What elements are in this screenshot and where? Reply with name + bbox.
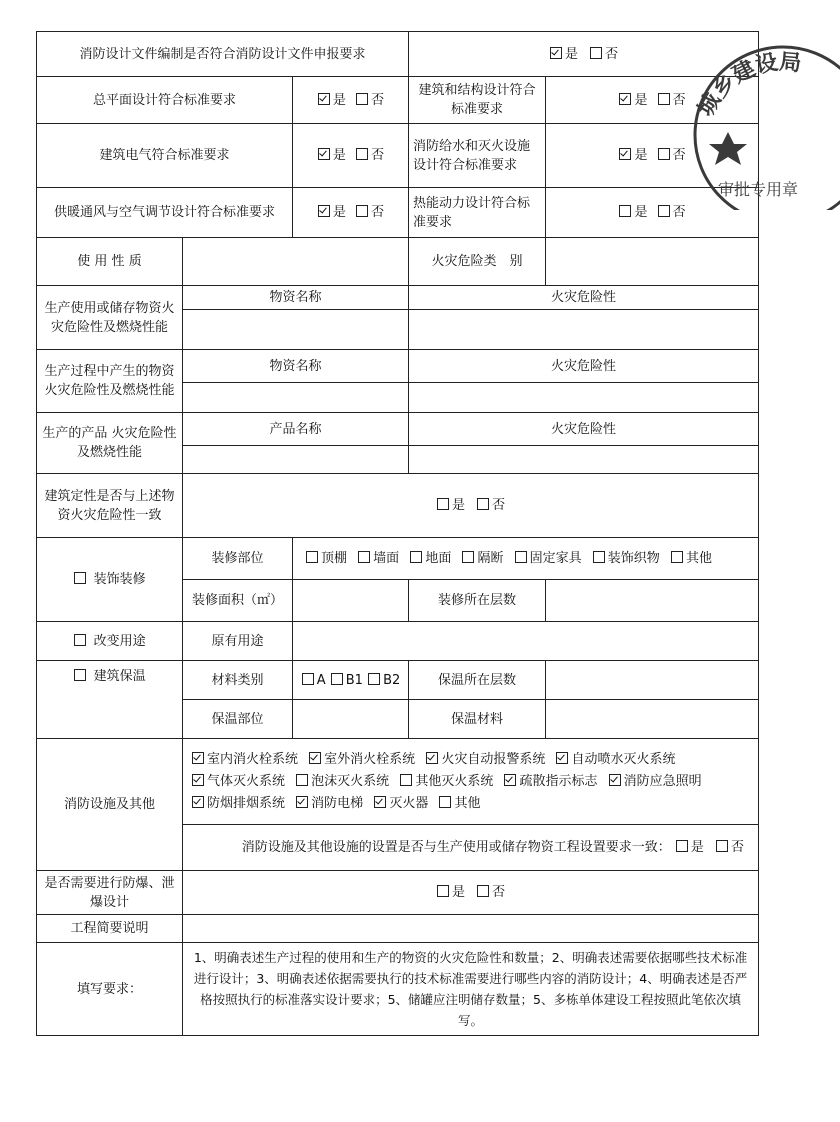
option-label: 消防电梯 <box>311 795 364 811</box>
check-choice-electrical <box>293 124 409 188</box>
option-label: 隔断 <box>477 551 504 566</box>
yes-label: 是 <box>451 498 465 513</box>
no-label: 否 <box>371 205 385 220</box>
decoration-part-label: 装修部位 <box>183 538 293 580</box>
check-choice-layout <box>293 77 409 124</box>
check-layout-no-checkbox[interactable] <box>356 93 368 105</box>
decoration-part-partition-checkbox[interactable] <box>462 551 474 563</box>
change-use-label: 改变用途 <box>93 633 146 649</box>
insulation-material-label: 保温材料 <box>409 700 546 739</box>
decoration-part-floor[interactable] <box>409 551 451 566</box>
option-label: 火灾自动报警系统 <box>441 751 546 767</box>
process-name-value[interactable] <box>183 383 409 413</box>
no-label: 否 <box>492 885 506 900</box>
facility-checkbox[interactable] <box>309 752 321 764</box>
option-label: 消防应急照明 <box>623 773 702 789</box>
original-use-value[interactable] <box>293 622 759 661</box>
products-col-name: 产品名称 <box>183 413 409 446</box>
option-label: 其他灭火系统 <box>415 773 494 789</box>
facilities-options <box>183 739 759 825</box>
brief-label: 工程简要说明 <box>37 915 183 943</box>
option-label: 泡沫灭火系统 <box>311 773 390 789</box>
option-label: 气体灭火系统 <box>207 773 286 789</box>
no-label: 否 <box>672 92 686 108</box>
yes-label: 是 <box>332 205 346 220</box>
storage-name-value[interactable] <box>183 310 409 350</box>
storage-materials-label: 生产使用或储存物资火灾危险性及燃烧性能 <box>37 286 183 350</box>
grade-b2-checkbox[interactable] <box>368 673 380 685</box>
decoration-area-label: 装修面积（㎡） <box>183 580 293 622</box>
option-label: 其他 <box>685 551 712 566</box>
insulation-floors-value[interactable] <box>546 661 759 700</box>
yes-label: 是 <box>332 148 346 163</box>
facility-checkbox[interactable] <box>296 796 308 808</box>
use-nature-label: 使 用 性 质 <box>37 238 183 286</box>
fire-design-review-form <box>36 31 759 1036</box>
check-water-yes-checkbox[interactable] <box>619 148 631 160</box>
facility-option[interactable] <box>438 796 480 811</box>
facility-option[interactable] <box>608 774 702 789</box>
check-electrical-no-checkbox[interactable] <box>356 148 368 160</box>
facility-option[interactable] <box>295 774 389 789</box>
summary-yes-checkbox[interactable] <box>550 47 562 59</box>
option-label: 装饰织物 <box>607 551 660 566</box>
decoration-part-wall[interactable] <box>357 551 399 566</box>
process-col-name: 物资名称 <box>183 350 409 383</box>
decoration-area-value[interactable] <box>293 580 409 622</box>
check-label-electrical: 建筑电气符合标准要求 <box>37 124 293 188</box>
decoration-part-partition[interactable] <box>461 551 503 566</box>
grade-a-checkbox[interactable] <box>302 673 314 685</box>
insulation-floors-label: 保温所在层数 <box>409 661 546 700</box>
consistency-label: 建筑定性是否与上述物资火灾危险性一致 <box>37 474 183 538</box>
insulation-label-cell <box>37 661 183 739</box>
facility-option[interactable] <box>503 774 597 789</box>
yes-label: 是 <box>634 205 648 220</box>
explosion-label: 是否需要进行防爆、泄爆设计 <box>37 871 183 915</box>
decoration-part-floor-checkbox[interactable] <box>410 551 422 563</box>
insulation-grades <box>293 661 409 700</box>
decoration-label-cell <box>37 538 183 622</box>
no-label: 否 <box>605 46 619 62</box>
facilities-consistency <box>183 825 759 871</box>
check-label-layout: 总平面设计符合标准要求 <box>37 77 293 124</box>
option-label: 其他 <box>454 795 481 811</box>
decoration-part-ceiling-checkbox[interactable] <box>306 551 318 563</box>
facility-option[interactable] <box>191 752 298 767</box>
check-label-hvac: 供暖通风与空气调节设计符合标准要求 <box>37 188 293 238</box>
facility-checkbox[interactable] <box>374 796 386 808</box>
no-label: 否 <box>371 92 385 108</box>
option-label: 顶棚 <box>321 551 348 566</box>
requirements-label: 填写要求： <box>37 943 183 1036</box>
facility-option[interactable] <box>373 796 428 811</box>
products-col-risk: 火灾危险性 <box>409 413 759 446</box>
decoration-label: 装饰装修 <box>93 572 146 587</box>
change-use-checkbox[interactable] <box>74 634 86 646</box>
storage-risk-value[interactable] <box>409 310 759 350</box>
storage-col-name: 物资名称 <box>183 286 409 310</box>
seal-bottom-text: 审批专用章 <box>718 180 799 199</box>
option-label: 固定家具 <box>529 551 582 566</box>
decoration-part-other-checkbox[interactable] <box>671 551 683 563</box>
decoration-floors-label: 装修所在层数 <box>409 580 546 622</box>
option-label: 室外消火栓系统 <box>324 751 416 767</box>
decoration-part-ceiling[interactable] <box>305 551 347 566</box>
no-label: 否 <box>371 148 385 163</box>
products-label: 生产的产品 火灾危险性及燃烧性能 <box>37 413 183 474</box>
explosion-choice <box>183 871 759 915</box>
insulation-checkbox[interactable] <box>74 669 86 681</box>
check-layout-yes-checkbox[interactable] <box>318 93 330 105</box>
summary-no-checkbox[interactable] <box>590 47 602 59</box>
option-label: 地面 <box>425 551 452 566</box>
brief-value[interactable] <box>183 915 759 943</box>
check-label-water: 消防给水和灭火设施设计符合标准要求 <box>409 124 546 188</box>
no-label: 否 <box>731 840 745 855</box>
facility-option[interactable] <box>555 752 675 767</box>
yes-label: 是 <box>451 885 465 900</box>
change-use-label-cell <box>37 622 183 661</box>
facility-checkbox[interactable] <box>426 752 438 764</box>
requirements-text: 1、明确表述生产过程的使用和生产的物资的火灾危险性和数量；2、明确表述需要依据哪些技术标准进行设计；3、明确表述依据需要执行的技术标准需要进行哪些内容的消防设计；4、明确表述是否严格按照执行的标准落实设计要求；5、储罐应注明储存数量；5、多栋单体建设工程按照此笔依次填写。 <box>183 943 759 1036</box>
process-risk-value[interactable] <box>409 383 759 413</box>
grade-b1-label: B1 <box>345 672 363 688</box>
check-label-thermal: 热能动力设计符合标准要求 <box>409 188 546 238</box>
fire-risk-class-value[interactable] <box>546 238 759 286</box>
seal-arc-text: 城乡建设局 <box>693 49 803 121</box>
explosion-yes-checkbox[interactable] <box>437 885 449 897</box>
insulation-label: 建筑保温 <box>93 669 146 684</box>
decoration-part-wall-checkbox[interactable] <box>358 551 370 563</box>
insulation-part-value[interactable] <box>293 700 409 739</box>
yes-label: 是 <box>332 92 346 108</box>
facility-option[interactable] <box>191 796 285 811</box>
facility-checkbox[interactable] <box>609 774 621 786</box>
decoration-part-other[interactable] <box>670 551 712 566</box>
option-label: 灭火器 <box>389 795 429 811</box>
check-electrical-yes-checkbox[interactable] <box>318 148 330 160</box>
facility-option[interactable] <box>191 774 285 789</box>
check-water-no-checkbox[interactable] <box>658 148 670 160</box>
yes-label: 是 <box>634 148 648 163</box>
facility-checkbox[interactable] <box>296 774 308 786</box>
decoration-checkbox[interactable] <box>74 572 86 584</box>
facility-checkbox[interactable] <box>556 752 568 764</box>
no-label: 否 <box>672 205 686 220</box>
explosion-no-checkbox[interactable] <box>477 885 489 897</box>
insulation-material-value[interactable] <box>546 700 759 739</box>
facility-option[interactable] <box>399 774 493 789</box>
yes-label: 是 <box>634 92 648 108</box>
fire-risk-class-label: 火灾危险类 别 <box>409 238 546 286</box>
decoration-part-furniture-checkbox[interactable] <box>515 551 527 563</box>
facilities-label: 消防设施及其他 <box>37 739 183 871</box>
no-label: 否 <box>672 148 686 163</box>
original-use-label: 原有用途 <box>183 622 293 661</box>
facility-checkbox[interactable] <box>192 774 204 786</box>
grade-b1-checkbox[interactable] <box>331 673 343 685</box>
check-structure-no-checkbox[interactable] <box>658 93 670 105</box>
decoration-floors-value[interactable] <box>546 580 759 622</box>
facility-option[interactable] <box>308 752 415 767</box>
insulation-part-label: 保温部位 <box>183 700 293 739</box>
check-hvac-no-checkbox[interactable] <box>356 205 368 217</box>
check-thermal-no-checkbox[interactable] <box>658 205 670 217</box>
grade-a-label: A <box>316 672 326 688</box>
decoration-part-furniture[interactable] <box>514 551 582 566</box>
process-materials-label: 生产过程中产生的物资火灾危险性及燃烧性能 <box>37 350 183 413</box>
grade-b2-label: B2 <box>383 672 401 688</box>
facilities-consistency-no-checkbox[interactable] <box>716 840 728 852</box>
consistency-choice <box>183 474 759 538</box>
facility-checkbox[interactable] <box>439 796 451 808</box>
facility-checkbox[interactable] <box>400 774 412 786</box>
check-structure-yes-checkbox[interactable] <box>619 93 631 105</box>
check-thermal-yes-checkbox[interactable] <box>619 205 631 217</box>
check-label-structure: 建筑和结构设计符合标准要求 <box>409 77 546 124</box>
yes-label: 是 <box>564 46 578 62</box>
facility-checkbox[interactable] <box>504 774 516 786</box>
option-label: 自动喷水灭火系统 <box>571 751 676 767</box>
insulation-type-label: 材料类别 <box>183 661 293 700</box>
decoration-part-fabric[interactable] <box>592 551 660 566</box>
option-label: 墙面 <box>373 551 400 566</box>
products-risk-value[interactable] <box>409 446 759 474</box>
option-label: 室内消火栓系统 <box>207 751 299 767</box>
facility-checkbox[interactable] <box>192 796 204 808</box>
summary-choice <box>409 32 759 77</box>
facility-option[interactable] <box>295 796 363 811</box>
products-name-value[interactable] <box>183 446 409 474</box>
option-label: 防烟排烟系统 <box>207 795 286 811</box>
check-choice-water <box>546 124 759 188</box>
check-hvac-yes-checkbox[interactable] <box>318 205 330 217</box>
no-label: 否 <box>492 498 506 513</box>
facility-checkbox[interactable] <box>192 752 204 764</box>
facilities-consistency-yes-checkbox[interactable] <box>676 840 688 852</box>
decoration-parts <box>293 538 759 580</box>
use-nature-value[interactable] <box>183 238 409 286</box>
summary-label: 消防设计文件编制是否符合消防设计文件申报要求 <box>37 32 409 77</box>
check-choice-structure <box>546 77 759 124</box>
process-col-risk: 火灾危险性 <box>409 350 759 383</box>
option-label: 疏散指示标志 <box>519 773 598 789</box>
storage-col-risk: 火灾危险性 <box>409 286 759 310</box>
consistency-no-checkbox[interactable] <box>477 498 489 510</box>
facilities-consistency-label: 消防设施及其他设施的设置是否与生产使用或储存物资工程设置要求一致： <box>241 840 671 855</box>
decoration-part-fabric-checkbox[interactable] <box>593 551 605 563</box>
yes-label: 是 <box>690 840 704 855</box>
facility-option[interactable] <box>425 752 545 767</box>
consistency-yes-checkbox[interactable] <box>437 498 449 510</box>
check-choice-thermal <box>546 188 759 238</box>
check-choice-hvac <box>293 188 409 238</box>
